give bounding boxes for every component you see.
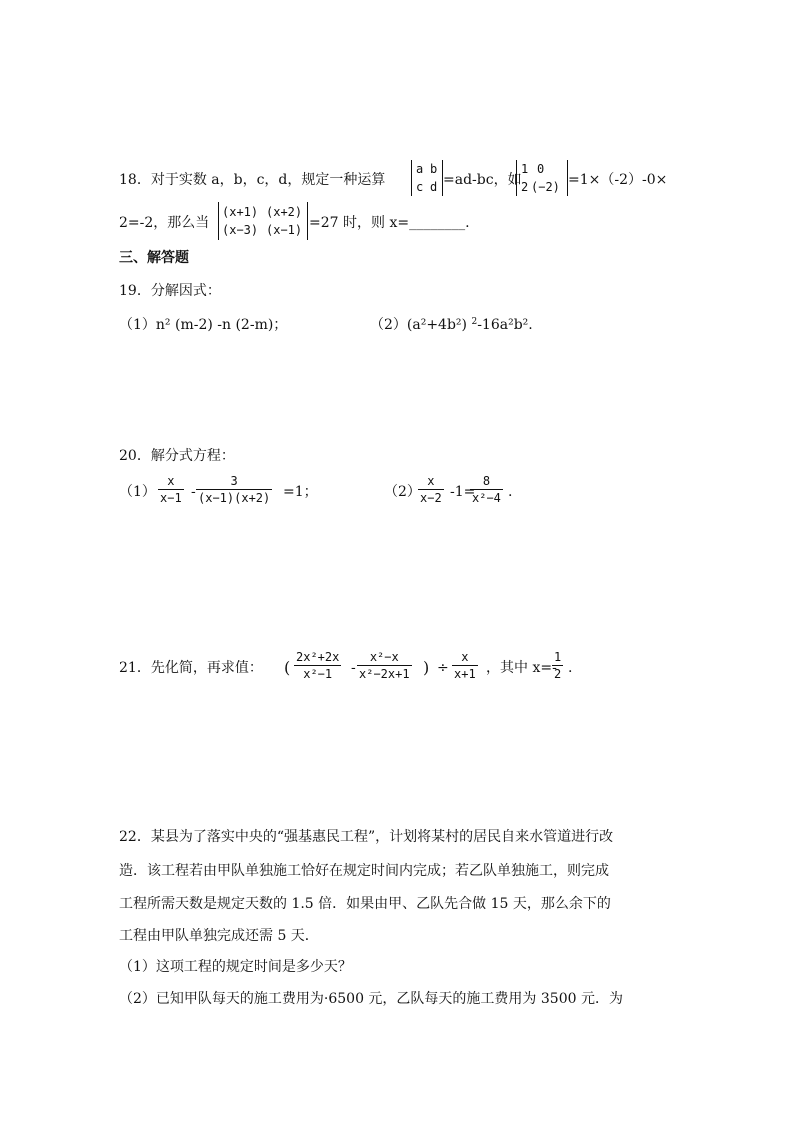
q22-sub2: （2）已知甲队每天的施工费用为·6500 元，乙队每天的施工费用为 3500 元．为 bbox=[119, 991, 623, 1007]
q22-sub1: （1）这项工程的规定时间是多少天？ bbox=[119, 959, 352, 975]
q20-minus: - bbox=[191, 484, 196, 500]
q22-line: 22．某县为了落实中央的“强基惠民工程”，计划将某村的居民自来水管道进行改 bbox=[119, 829, 614, 845]
q18-line2-end: =27 时，则 x=________. bbox=[309, 215, 470, 231]
q21-minus: - bbox=[351, 660, 356, 676]
q20-part2-end: . bbox=[508, 484, 513, 500]
q20-part2-label: （2） bbox=[384, 484, 421, 500]
q18-example: =1×（-2）-0× bbox=[568, 172, 668, 188]
q21-paren-close: ) bbox=[423, 658, 430, 677]
q18-intro: 18．对于实数 a，b，c，d，规定一种运算 bbox=[119, 172, 386, 188]
q19-title: 19．分解因式： bbox=[119, 283, 221, 299]
q20-title: 20．解分式方程： bbox=[119, 448, 235, 464]
q21-where: ，其中 x=- bbox=[486, 660, 557, 676]
q20-fraction: 8 x²−4 bbox=[472, 474, 501, 505]
determinant-equation: (x+1) (x+2) (x−3) (x−1) bbox=[218, 202, 308, 240]
q19-part2: （2）(a²+4b²) $^2$-16a²b². bbox=[370, 317, 533, 333]
q22-line: 工程所需天数是规定天数的 1.5 倍．如果由甲、乙队先合做 15 天，那么余下的 bbox=[119, 896, 611, 912]
q21-fraction: x x+1 bbox=[454, 650, 476, 681]
q20-part1-end: =1； bbox=[283, 484, 318, 500]
q20-fraction: x x−1 bbox=[160, 474, 182, 505]
q21-label: 21．先化简，再求值： bbox=[119, 660, 263, 676]
q18-definition: =ad-bc，如 bbox=[443, 172, 522, 188]
q22-line: 造．该工程若由甲队单独施工恰好在规定时间内完成；若乙队单独施工，则完成 bbox=[119, 863, 609, 879]
q20-fraction: x x−2 bbox=[420, 474, 442, 505]
q22-line: 工程由甲队单独完成还需 5 天． bbox=[119, 928, 319, 944]
section-heading: 三、解答题 bbox=[119, 250, 189, 266]
q21-end: . bbox=[568, 660, 573, 676]
q18-line2-start: 2=-2，那么当 bbox=[119, 215, 210, 231]
q20-fraction: 3 (x−1)(x+2) bbox=[198, 474, 271, 505]
q20-part2-mid: -1= bbox=[450, 484, 476, 500]
q21-fraction: 1 2 bbox=[554, 650, 562, 681]
q21-paren-open: ( bbox=[284, 658, 291, 677]
q21-divide: ÷ bbox=[437, 660, 449, 676]
q21-fraction: 2x²+2x x²−1 bbox=[296, 650, 340, 681]
q21-fraction: x²−x x²−2x+1 bbox=[359, 650, 410, 681]
determinant-definition: a b c d bbox=[411, 160, 443, 196]
q19-part1: （1）n² (m-2) -n (2-m)； bbox=[119, 317, 288, 333]
q20-part1-label: （1） bbox=[119, 484, 156, 500]
determinant-example: 1 0 2 (−2) bbox=[516, 160, 568, 196]
